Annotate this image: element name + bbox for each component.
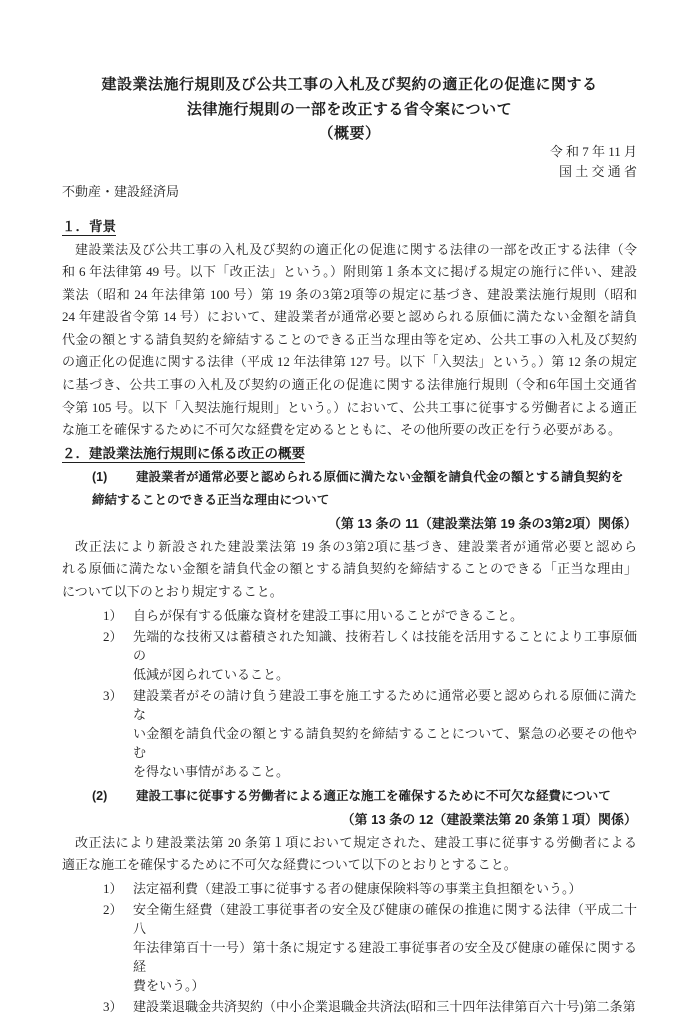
list-item xyxy=(62,627,637,684)
list-item xyxy=(62,879,637,898)
text-line: 24 年建設省令第 14 号）において、建設業者が通常必要と認められる原価に満たない金額を請負 xyxy=(62,309,637,325)
item-line: 建設業者がその請け負う建設工事を施工するために通常必要と認められる原価に満たな xyxy=(133,687,637,722)
text-line: 適正な施工を確保するために不可欠な経費について以下のとおりとすること。 xyxy=(62,857,517,873)
item-number: 3） xyxy=(103,998,123,1014)
item-line: 安全衛生経費（建設工事従事者の安全及び健康の確保の推進に関する法律（平成二十八 xyxy=(133,901,637,936)
item-line: 先端的な技術又は蓄積された知識、技術若しくは技能を活用することにより工事原価の xyxy=(133,628,637,663)
list-item xyxy=(62,900,637,995)
list-item xyxy=(62,606,637,625)
subsection-1-title: 建設業者が通常必要と認められる原価に満たない金額を請負代金の額とする請負契約を xyxy=(136,469,624,484)
text-line: 和 6 年法律第 49 号。以下「改正法」という。）附則第１条本文に掲げる規定の施行に伴い、建設 xyxy=(62,264,637,280)
text-line: 改正法により新設された建設業法第 19 条の3第2項に基づき、建設業者が通常必要と認めら xyxy=(75,538,637,554)
item-number: 1） xyxy=(103,880,123,896)
item-line: 法定福利費（建設工事に従事する者の健康保険料等の事業主負担額をいう。） xyxy=(133,880,582,896)
list-item xyxy=(62,997,637,1016)
text-line: の適正化の促進に関する法律（平成 12 年法律第 127 号。以下「入契法」という。）第 12 条の規定 xyxy=(62,354,637,370)
item-line: を得ない事情があること。 xyxy=(133,763,290,779)
text-line: 国 土 交 通 省 xyxy=(558,163,637,179)
text-line: れる原価に満たない金額を請負代金の額とする請負契約を締結することのできる「正当な理由」 xyxy=(62,561,637,577)
subsection-2-items xyxy=(62,879,637,1016)
document-title xyxy=(62,73,637,147)
text-line: 建設業法及び公共工事の入札及び契約の適正化の促進に関する法律の一部を改正する法律（令 xyxy=(75,241,637,257)
subsection-2-intro xyxy=(62,832,637,877)
subsection-2-heading xyxy=(92,785,637,808)
subsection-1-intro xyxy=(62,536,637,604)
item-number: 3） xyxy=(103,687,123,703)
item-line: 自らが保有する低廉な資材を建設工事に用いることができること。 xyxy=(133,607,524,623)
section-1-heading xyxy=(62,216,637,238)
item-number: 1） xyxy=(103,607,123,623)
title-line-1: 建設業法施行規則及び公共工事の入札及び契約の適正化の促進に関する xyxy=(101,76,598,93)
subsection-2-title: 建設工事に従事する労働者による適正な施工を確保するために不可欠な経費について xyxy=(136,788,611,803)
subsection-1-reference: （第 13 条の 11（建設業法第 19 条の3第2項）関係） xyxy=(327,515,637,531)
item-number: 2） xyxy=(103,628,123,644)
subsection-1-heading-line-2: 締結することのできる正当な理由について xyxy=(92,492,330,507)
title-line-2: 法律施行規則の一部を改正する省令案について xyxy=(186,100,513,118)
text-line: 改正法により建設業法第 20 条第１項において規定された、建設工事に従事する労働者による xyxy=(75,834,637,850)
title-line-3: （概要） xyxy=(318,125,381,142)
text-line: 不動産・建設経済局 xyxy=(62,183,180,199)
item-line: 費をいう。） xyxy=(133,977,205,993)
section-1-heading-text: １．背景 xyxy=(62,218,116,234)
subsection-1-heading xyxy=(92,466,637,512)
text-line: に基づき、公共工事の入札及び契約の適正化の促進に関する法律施行規則（令和6年国土交通省 xyxy=(62,377,637,393)
subsection-2-label: (2) xyxy=(92,788,108,803)
subsection-1-heading-line-1 xyxy=(92,466,637,489)
text-line: な施工を確保するために不可欠な経費を定めるとともに、その他所要の改正を行う必要がある。 xyxy=(62,422,622,438)
text-line: 令 和 7 年 11 月 xyxy=(549,143,637,159)
subsection-1-label: (1) xyxy=(92,469,108,484)
item-line: 低減が図られていること。 xyxy=(133,666,290,682)
subsection-2-reference: （第 13 条の 12（建設業法第 20 条第１項）関係） xyxy=(341,811,637,827)
list-item xyxy=(62,686,637,781)
subsection-2-heading-line-1 xyxy=(92,785,637,808)
section-1-paragraph xyxy=(62,239,637,442)
item-number: 2） xyxy=(103,901,123,917)
item-line: 年法律第百十一号）第十条に規定する建設工事従事者の安全及び健康の確保に関する経 xyxy=(133,939,637,974)
date-agency-block xyxy=(62,142,637,202)
text-line: について以下のとおり規定すること。 xyxy=(62,584,283,600)
text-line: 令第 105 号。以下「入契法施行規則」という。）において、公共工事に従事する労働者による適正 xyxy=(62,399,637,415)
section-2-heading-text: ２．建設業法施行規則に係る改正の概要 xyxy=(62,445,305,461)
subsection-1-items xyxy=(62,606,637,781)
item-line: 建設業退職金共済契約（中小企業退職金共済法(昭和三十四年法律第百六十号)第二条第 xyxy=(133,998,636,1014)
item-line: い金額を請負代金の額とする請負契約を締結することについて、緊急の必要その他やむ xyxy=(133,725,637,760)
section-2-heading xyxy=(62,443,637,465)
text-line: 業法（昭和 24 年法律第 100 号）第 19 条の3第2項等の規定に基づき、建設業法施行規則（昭和 xyxy=(62,286,637,302)
text-line: 代金の額とする請負契約を締結することのできる正当な理由等を定め、公共工事の入札及び契約 xyxy=(62,331,637,347)
